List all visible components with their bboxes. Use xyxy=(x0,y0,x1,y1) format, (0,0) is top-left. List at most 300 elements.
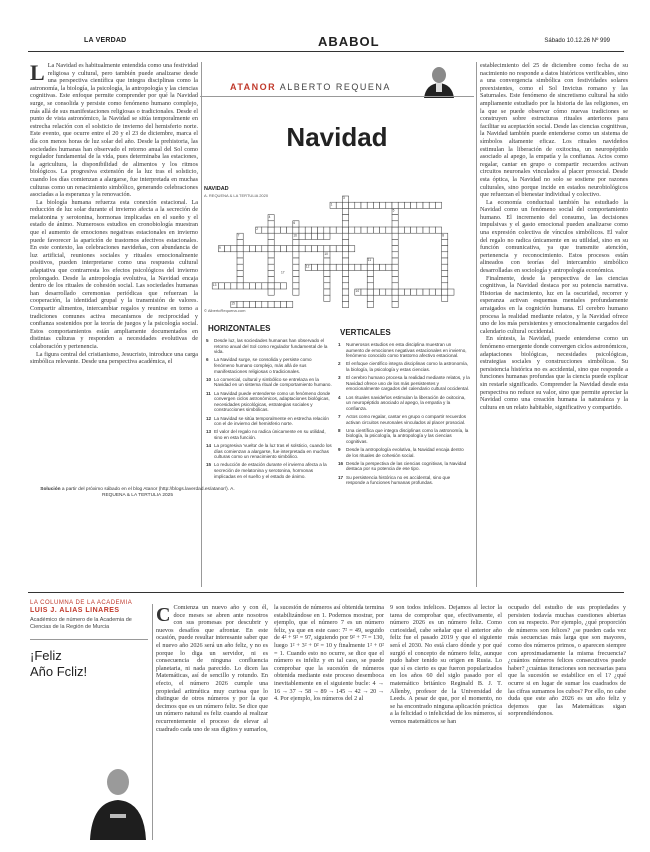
column-kicker: LA COLUMNA DE LA ACADEMIA xyxy=(30,600,133,606)
crossword-cell[interactable] xyxy=(442,295,448,301)
crossword-cell[interactable] xyxy=(225,283,231,289)
crossword-cell[interactable] xyxy=(429,289,435,295)
article-title: Navidad xyxy=(286,122,388,152)
crossword-cell[interactable] xyxy=(429,227,435,233)
crossword-cell[interactable] xyxy=(293,227,299,233)
crossword-cell[interactable] xyxy=(392,264,398,270)
crossword-cell[interactable] xyxy=(268,289,274,295)
crossword-cell[interactable] xyxy=(218,283,224,289)
crossword-cell[interactable] xyxy=(243,301,249,307)
crossword-cell[interactable] xyxy=(373,289,379,295)
vertical-clue-4 xyxy=(338,395,470,412)
crossword-grid[interactable] xyxy=(200,62,474,312)
crossword-cell[interactable] xyxy=(392,239,398,245)
crossword-cell[interactable] xyxy=(342,233,348,239)
left-paragraph-2: La biología humana refuerza esta conexión estacional. La reducción de luz solar durante el invierno afecta a la secreción de melatonina y serotonina, hormonas implicadas en el sueño y el estado de ánimo. Numerosos estudios en cronobiología muestran que el aumento de emociones negativas estacionales en invierno puede favorecer la aparición de trastornos afectivos estacionales. En este contexto, las celebraciones navideñas, con abundancia de luz artificial, reuniones sociales y rituales emocionalmente positivos, pueden interpretarse como una respuesta cultural adaptativa que contrarresta los efectos psicológicos del invierno prolongado. Desde la antropología evolutiva, la Navidad encaja dentro de los rituales de cohesión social. Las sociedades humanas han desarrollado ceremonias periódicas que refuerzan la cooperación, la identidad grupal y la transmisión de valores. Compartir alimentos, intercambiar regalos y reunirse en torno a tradiciones comunes activa mecanismos de reciprocidad y confianza sostenidos por la teoría de juegos y la psicología social. Estos comportamientos están ampliamente documentados en distintas culturas y responden a necesidades evolutivas de colaboración y pertenencia. xyxy=(30,198,198,350)
crossword-cell[interactable] xyxy=(280,301,286,307)
cell-number: 13 xyxy=(212,283,217,287)
crossword-cell[interactable] xyxy=(249,301,255,307)
crossword-cell[interactable] xyxy=(442,270,448,276)
article-right-column xyxy=(480,62,628,587)
vertical-clue-8 xyxy=(338,428,470,445)
horizontal-clue-11 xyxy=(206,391,332,413)
crossword-cell[interactable] xyxy=(435,227,441,233)
crossword-cell[interactable] xyxy=(311,246,317,252)
solution-note xyxy=(30,487,245,499)
crossword-cell[interactable] xyxy=(324,277,330,283)
crossword-cell[interactable] xyxy=(367,227,373,233)
crossword-cell[interactable] xyxy=(392,283,398,289)
crossword-cell[interactable] xyxy=(442,277,448,283)
crossword-cell[interactable] xyxy=(442,283,448,289)
crossword-cell[interactable] xyxy=(305,246,311,252)
horizontales-heading: HORIZONTALES xyxy=(208,324,271,333)
crossword-cell[interactable] xyxy=(361,227,367,233)
crossword-cell[interactable] xyxy=(293,264,299,270)
crossword-cell[interactable] xyxy=(268,252,274,258)
crossword-cell[interactable] xyxy=(324,283,330,289)
academy-column-sidebar xyxy=(30,600,148,840)
cell-number: 8 xyxy=(442,233,444,238)
crossword-cell[interactable] xyxy=(318,233,324,239)
crossword-cell[interactable] xyxy=(324,258,330,264)
crossword-cell[interactable] xyxy=(336,264,342,270)
cell-number: 1 xyxy=(330,202,333,207)
clue-text: La progresiva 'vuelta' de la luz tras el solsticio, cuando los días comienzan a alargarse, fue interpretada en muchas culturas como un renacimiento simbólico. xyxy=(214,443,332,460)
crossword-cell[interactable] xyxy=(299,233,305,239)
bottom-column-1 xyxy=(156,604,268,840)
horizontal-clue-5 xyxy=(206,338,332,355)
left-paragraph-1: La Navidad es habitualmente entendida como una festividad religiosa y cultural, pero también puede analizarse desde una perspectiva científica que integra disciplinas como la astronomía, la biología, la psicología, la antropología y las ciencias cognitivas. Este enfoque permite comprender por qué la Navidad surge, se consolida y persiste como fenómeno humano complejo, más allá de sus manifestaciones religiosas o tradicionales. Desde el punto de vista astronómico, la Navidad se sitúa temporalmente en estrecha relación con el solsticio de invierno del hemisferio norte. Este evento, que ocurre entre el 20 y el 23 de diciembre, marca el día con menos horas de luz solar del año. Desde la prehistoria, las sociedades humanas han observado el retorno anual del Sol como regulador fundamental de la vida, pues determinaba las estaciones, la agricultura, la disponibilidad de alimentos y los ritmos biológicos. La progresiva extensión de la luz tras el solsticio, cuando los días comienzan a alargarse, fue interpretada en muchas culturas como un renacimiento simbólico, generando celebraciones asociadas a la esperanza y la renovación. xyxy=(30,62,198,199)
sidebar-rule xyxy=(30,639,148,640)
crossword-cell[interactable] xyxy=(342,264,348,270)
crossword-cell[interactable] xyxy=(311,227,317,233)
crossword-cell[interactable] xyxy=(287,301,293,307)
clue-text: Lo comercial, cultural y simbólico se entrelaza en la Navidad en un sistema ritual de comportamiento humano. xyxy=(214,376,332,388)
clue-number: 13 xyxy=(206,429,212,435)
crossword-cell[interactable] xyxy=(380,202,386,208)
crossword-cell[interactable] xyxy=(342,283,348,289)
crossword-cell[interactable] xyxy=(274,283,280,289)
cell-number: 2 xyxy=(256,227,258,232)
crossword-cell[interactable] xyxy=(237,246,243,252)
left-paragraph-3: La figura central del cristianismo, Jesucristo, introduce una carga simbólica relevante. Desde una perspectiva académica, el xyxy=(30,350,198,366)
cell-number: 4 xyxy=(268,214,271,219)
issue-date: Sábado 10.12.26 Nº 999 xyxy=(544,38,610,44)
crossword-cell[interactable] xyxy=(392,258,398,264)
clue-text: Desde la perspectiva de las ciencias cognitivas, la Navidad destaca por su potencia de ese tipo. xyxy=(346,460,467,472)
crossword-cell[interactable] xyxy=(268,264,274,270)
crossword-cell[interactable] xyxy=(268,227,274,233)
crossword-cell[interactable] xyxy=(293,252,299,258)
crossword-cell[interactable] xyxy=(392,202,398,208)
crossword-cell[interactable] xyxy=(237,301,243,307)
crossword-cell[interactable] xyxy=(429,202,435,208)
crossword-cell[interactable] xyxy=(262,283,268,289)
crossword-cell[interactable] xyxy=(361,264,367,270)
horizontal-clue-10 xyxy=(206,377,332,388)
crossword-cell[interactable] xyxy=(243,246,249,252)
crossword-cell[interactable] xyxy=(274,246,280,252)
crossword-cell[interactable] xyxy=(411,227,417,233)
section-divider xyxy=(28,592,624,593)
crossword-cell[interactable] xyxy=(225,246,231,252)
crossword-cell[interactable] xyxy=(367,202,373,208)
crossword-cell[interactable] xyxy=(411,202,417,208)
crossword-cell[interactable] xyxy=(367,283,373,289)
clue-number: 6 xyxy=(206,357,209,363)
crossword-cell[interactable] xyxy=(423,202,429,208)
crossword-cell[interactable] xyxy=(361,202,367,208)
crossword-cell[interactable] xyxy=(342,270,348,276)
vertical-clue-17 xyxy=(338,475,470,486)
crossword-cell[interactable] xyxy=(342,227,348,233)
cell-number: 3 xyxy=(343,196,345,201)
crossword-cell[interactable] xyxy=(231,246,237,252)
drop-cap: C xyxy=(156,604,171,626)
clue-text: Los rituales navideños estimulan la liberación de oxitocina, un neuropéptido asociado al apego, la empatía y la confianza. xyxy=(346,394,466,411)
crossword-cell[interactable] xyxy=(280,283,286,289)
clue-number: 14 xyxy=(206,443,212,449)
crossword-cell[interactable] xyxy=(293,239,299,245)
solution-label: Solución xyxy=(40,487,61,492)
cell-number: 15 xyxy=(231,301,235,306)
crossword-cell[interactable] xyxy=(417,227,423,233)
crossword-cell[interactable] xyxy=(398,227,404,233)
crossword-cell[interactable] xyxy=(268,270,274,276)
clue-number: 3 xyxy=(338,375,341,381)
crossword-cell[interactable] xyxy=(342,277,348,283)
crossword-cell[interactable] xyxy=(386,264,392,270)
right-paragraph-3: Finalmente, desde la perspectiva de las ciencias cognitivas, la Navidad destaca por su potencia narrativa. Historias de nacimiento, luz en la oscuridad, recorrer y esperanza activan esquemas mentales profundamente arraigados en la cognición humana. El cerebro humano procesa la realidad mediante relatos, y la Navidad ofrece uno de los más persistentes y emocionalmente cargados del calendario cultural occidental. xyxy=(480,274,628,335)
crossword-cell[interactable] xyxy=(386,202,392,208)
clue-number: 1 xyxy=(338,342,341,347)
crossword-cell[interactable] xyxy=(392,301,398,307)
crossword-cell[interactable] xyxy=(380,289,386,295)
crossword-cell[interactable] xyxy=(324,289,330,295)
column-author: LUIS J. ALIAS LINARES xyxy=(30,607,120,614)
crossword-cell[interactable] xyxy=(237,264,243,270)
crossword-cell[interactable] xyxy=(442,264,448,270)
crossword-cell[interactable] xyxy=(268,283,274,289)
crossword-cell[interactable] xyxy=(262,227,268,233)
crossword-cell[interactable] xyxy=(324,246,330,252)
crossword-cell[interactable] xyxy=(442,252,448,258)
crossword-cell[interactable] xyxy=(367,289,373,295)
crossword-cell[interactable] xyxy=(293,258,299,264)
crossword-cell[interactable] xyxy=(262,301,268,307)
crossword-cell[interactable] xyxy=(435,202,441,208)
horizontal-clue-6 xyxy=(206,357,332,374)
crossword-cell[interactable] xyxy=(392,227,398,233)
crossword-cell[interactable] xyxy=(392,277,398,283)
clue-number: 9 xyxy=(338,447,341,453)
right-paragraph-4: En síntesis, la Navidad, puede entenderse como un fenómeno emergente donde convergen ciclos astronómicos, adaptaciones biológicas, necesidades psicológicas, estrategias sociales y construcciones simbólicas. Su persistencia histórica no es accidental, sino que responde a funciones humanas profundas que la ciencia puede explicar sin restarle significado. Comprender la Navidad desde esta perspectiva no reduce su valor, sino que permite apreciar la Navidad como una creación humana la naturaleza y la cultura en un relato habitable, significativo y compartido. xyxy=(480,335,628,411)
clue-number: 16 xyxy=(338,460,344,466)
crossword-cell[interactable] xyxy=(324,270,330,276)
crossword-cell[interactable] xyxy=(324,295,330,301)
bottom-column-4: ocupado del estudio de sus propiedades y persisten todavía muchas cuestiones abiertas con su respecto. Por ejemplo, ¿qué proporción de números son felices? ¿se pueden cada vez más secuencias más larga que son mayores, como dos números primos, o aparecen siempre con aproximadamente la misma frecuencia? ¿cuántos números felices consecutivos puede haber? ¿cuántas iteraciones son necesarias para que la sucesión se estabilice en el 1? ¿qué ocurre si en lugar de sumar los cuadrados de las cifras sumamos los cubos? Por ello, no cabe duda que este año 2026 es un año feliz y dejemos que las Matemáticas sigan sorprendiéndonos. xyxy=(508,604,626,718)
bottom-column-2: la sucesión de números así obtenida termina estabilizándose en 1. Podemos mostrar, por ejemplo, que el número 7 es un número feliz, ya que en este caso: 7² = 49, seguido de 4² + 9² = 97, siguiendo por 9² + 7² = 130, luego 1² + 3² + 0² = 10 y finalmente 1² + 0² = 1. Cuando esto no ocurre, se dice que el número es infeliz y en tal caso, se puede comprobar que la sucesión de números obtenida mediante este proceso desemboca inevitablemente en el siguiente bucle: 4 → 16 → 37 → 58 → 89 → 145 → 42 → 20 → 4. Por ejemplo, los números del 2 al xyxy=(274,604,384,703)
crossword-cell[interactable] xyxy=(237,258,243,264)
crossword-cell[interactable] xyxy=(404,289,410,295)
crossword-cell[interactable] xyxy=(274,301,280,307)
crossword-cell[interactable] xyxy=(355,264,361,270)
crossword-cell[interactable] xyxy=(256,283,262,289)
crossword-cell[interactable] xyxy=(262,246,268,252)
crossword-cell[interactable] xyxy=(367,277,373,283)
crossword-cell[interactable] xyxy=(423,227,429,233)
crossword-cell[interactable] xyxy=(423,289,429,295)
crossword-cell[interactable] xyxy=(330,227,336,233)
crossword-cell[interactable] xyxy=(398,202,404,208)
crossword-cell[interactable] xyxy=(268,258,274,264)
crossword-cell[interactable] xyxy=(342,295,348,301)
crossword-cell[interactable] xyxy=(287,227,293,233)
crossword-cell[interactable] xyxy=(293,277,299,283)
crossword-cell[interactable] xyxy=(318,227,324,233)
horizontal-clue-12 xyxy=(206,416,332,427)
crossword-cell[interactable] xyxy=(404,202,410,208)
crossword-cell[interactable] xyxy=(243,283,249,289)
clue-text: La Navidad puede entenderse como un fenómeno donde convergen ciclos astronómicos, adaptaciones biológicas, necesidades psicológicas, estrategias sociales y construcciones simbólicas. xyxy=(214,390,331,413)
crossword-cell[interactable] xyxy=(435,289,441,295)
clue-text: El valor del regalo no radica únicamente en su utilidad, sino en esta función. xyxy=(214,429,326,440)
cell-number: 9 xyxy=(219,245,221,250)
crossword-cell[interactable] xyxy=(311,264,317,270)
clue-text: Numerosos estudios en esta disciplina muestran un aumento de emociones negativas estacionales en invierno, fenómeno conocido como trastorno afectivo estacional. xyxy=(346,342,467,359)
byline-section: ATANOR xyxy=(230,82,277,92)
cell-number: 5 xyxy=(392,208,395,213)
crossword-cell[interactable] xyxy=(392,270,398,276)
clue-text: Desde la antropología evolutiva, la Navidad encaja dentro de los rituales de cohesión social. xyxy=(346,447,464,458)
section-title: ABABOL xyxy=(318,34,380,49)
crossword-cell[interactable] xyxy=(448,289,454,295)
crossword-cell[interactable] xyxy=(330,246,336,252)
cell-number: 6 xyxy=(293,221,296,225)
crossword-cell[interactable] xyxy=(417,289,423,295)
crossword-cell[interactable] xyxy=(349,246,355,252)
crossword-cell[interactable] xyxy=(268,233,274,239)
crossword-cell[interactable] xyxy=(237,283,243,289)
column-title-line-1: ¡Feliz xyxy=(30,647,62,663)
clue-number: 2 xyxy=(338,361,341,367)
clue-number: 4 xyxy=(338,394,341,400)
clue-text: La Navidad surge, se consolida y persiste como fenómeno humano complejo, más allá de sus manifestaciones religiosas o tradicionales. xyxy=(214,357,312,374)
crossword-cell[interactable] xyxy=(373,202,379,208)
crossword-cell[interactable] xyxy=(392,252,398,258)
vertical-clue-3 xyxy=(338,375,470,392)
clue-number: 5 xyxy=(206,338,209,343)
crossword-cell[interactable] xyxy=(342,215,348,221)
cell-number: 14 xyxy=(355,289,359,294)
clue-number: 11 xyxy=(206,390,211,396)
crossword-cell[interactable] xyxy=(305,227,311,233)
bottom-paragraph-1: Comienza un nuevo año y con él, doce meses se abren ante nosotros con sus promesas por descubrir y nuevos desafíos que afrontar. En este ocasión, puede resultar interesante saber que el nuevo año 2026 será un año feliz, y no es porque lo diga un servidor, ni es consecuencia de ninguna confluencia planetaria, ni nada parecido. Lo dicen las Matemáticas, así de sencillo y rotundo. En efecto, el número 2026 cumple una propiedad aritmética muy curiosa que lo distingue de otros números y por la que decimos que es un número feliz. Se dice que un número natural es feliz cuando al realizar recurrentemente el proceso de elevar al cuadrado cada uno de sus dígitos y sumarlos, xyxy=(156,604,268,733)
crossword-cell[interactable] xyxy=(342,208,348,214)
clue-text: La Navidad se sitúa temporalmente en estrecha relación con el de invierno del hemisferio norte. xyxy=(214,415,329,427)
crossword-cell[interactable] xyxy=(256,301,262,307)
crossword-cell[interactable] xyxy=(398,289,404,295)
cell-number: 7 xyxy=(237,233,240,238)
crossword-cell[interactable] xyxy=(349,202,355,208)
clue-number: 8 xyxy=(338,427,341,433)
crossword-cell[interactable] xyxy=(268,301,274,307)
crossword-cell[interactable] xyxy=(417,202,423,208)
clue-number: 12 xyxy=(206,415,212,421)
crossword-cell[interactable] xyxy=(249,283,255,289)
crossword-cell[interactable] xyxy=(330,264,336,270)
horizontales-list xyxy=(206,338,332,482)
crossword-cell[interactable] xyxy=(293,283,299,289)
page-header xyxy=(28,34,624,52)
crossword-cell[interactable] xyxy=(237,270,243,276)
clue-text: El cerebro humano procesa la realidad mediante relatos, y la Navidad ofrece uno de los más persistentes y emocionalmente cargados del calendario cultural occidental. xyxy=(346,375,470,392)
crossword-cell[interactable] xyxy=(293,289,299,295)
horizontal-clue-15 xyxy=(206,462,332,479)
crossword-cell[interactable] xyxy=(442,289,448,295)
crossword-cell[interactable] xyxy=(367,301,373,307)
clue-number: 17 xyxy=(338,474,344,480)
cell-number: 11 xyxy=(367,258,372,263)
crossword-cell[interactable] xyxy=(280,227,286,233)
crossword-cell[interactable] xyxy=(367,295,373,301)
vertical-clue-16 xyxy=(338,461,470,472)
crossword-cell[interactable] xyxy=(342,301,348,307)
crossword-cell[interactable] xyxy=(342,221,348,227)
crossword-cell[interactable] xyxy=(249,246,255,252)
crossword-cell[interactable] xyxy=(442,258,448,264)
puzzle-subtitle: A. REQUENA & LA TERTULIA 2020 xyxy=(204,193,269,198)
crossword-cell[interactable] xyxy=(336,202,342,208)
column-divider xyxy=(476,62,477,587)
crossword-cell[interactable] xyxy=(342,202,348,208)
crossword-cell[interactable] xyxy=(442,239,448,245)
clue-number: 10 xyxy=(206,376,212,382)
crossword-cell[interactable] xyxy=(386,289,392,295)
clue-text: Desde luz, las sociedades humanas han observado el retorno anual del Sol como regulador fundamental de la vida. xyxy=(214,338,328,355)
horizontal-clue-14 xyxy=(206,443,332,460)
crossword-cell[interactable] xyxy=(392,246,398,252)
author-bio: Académico de número de la Academia de Ciencias de la Región de Murcia xyxy=(30,617,132,630)
crossword-cell[interactable] xyxy=(392,221,398,227)
crossword-cell[interactable] xyxy=(349,264,355,270)
crossword-cell[interactable] xyxy=(386,227,392,233)
crossword-cell[interactable] xyxy=(380,264,386,270)
crossword-cell[interactable] xyxy=(274,227,280,233)
cell-number: 10 xyxy=(324,252,328,256)
cell-number: 16 xyxy=(293,233,297,238)
clue-text: Actos como regalar, cantar en grupo o compartir recuerdos activan circuitos neuronales vinculados al placer prosocial. xyxy=(346,413,467,425)
newspaper-name: LA VERDAD xyxy=(84,37,127,44)
puzzle-credit: © AlbertoRequena.com xyxy=(204,308,246,313)
crossword-cell[interactable] xyxy=(237,252,243,258)
clue-text: Lo reducción de estación durante el invierno afecta a la secreción de melatonina y serotonina, hormonas implicadas en el sueño y el estado de ánimo. xyxy=(214,462,327,479)
crossword-cell[interactable] xyxy=(349,227,355,233)
crossword-cell[interactable] xyxy=(380,227,386,233)
vertical-clue-1 xyxy=(338,342,470,359)
clue-text: El enfoque científico integra disciplinas como la astronomía, la biología, la psicología y estas ciencias. xyxy=(346,361,469,372)
crossword-cell[interactable] xyxy=(305,233,311,239)
verticales-heading: VERTICALES xyxy=(340,328,391,337)
crossword-section xyxy=(200,62,474,582)
crossword-cell[interactable] xyxy=(280,246,286,252)
column-divider xyxy=(152,604,153,840)
crossword-cell[interactable] xyxy=(342,289,348,295)
crossword-cell[interactable] xyxy=(342,258,348,264)
crossword-cell[interactable] xyxy=(373,264,379,270)
crossword-cell[interactable] xyxy=(268,246,274,252)
crossword-cell[interactable] xyxy=(287,246,293,252)
crossword-cell[interactable] xyxy=(392,295,398,301)
crossword-cell[interactable] xyxy=(342,246,348,252)
crossword-cell[interactable] xyxy=(411,289,417,295)
right-paragraph-2: La economía conductual también ha estudiado la Navidad como un fenómeno social del comportamiento humano. El incremento del consumo, las decisiones impulsivas y el gasto emocional pueden analizarse como una expresión colectiva de vínculos simbólicos. El valor del regalo no radica únicamente en su utilidad, sino en su función comunicativa, ya que transmite atención, pertenencia y reconocimiento. Estos procesos están alineados con teorías del intercambio simbólico desarrolladas en sociología y antropología económica. xyxy=(480,198,628,275)
crossword-cell[interactable] xyxy=(293,246,299,252)
crossword-cell[interactable] xyxy=(299,246,305,252)
crossword-cell[interactable] xyxy=(268,277,274,283)
solution-text: a partir del próximo sábado en el blog Atanor (http://blogs.laverdad.es/atanor/). A. REQUENA & LA TERTULIA 2025 xyxy=(61,487,235,498)
crossword-cell[interactable] xyxy=(256,246,262,252)
right-paragraph-1: establecimiento del 25 de diciembre como fecha de su nacimiento no responde a datos históricos verificables, sino a una convergencia simbólica con festividades solares preexistentes, como el Sol Invictus romano y las Saturnales. Este fenómeno de sincretismo cultural ha sido ampliamente estudiado por la historia de las religiones, en la que se puede observar cómo nuevas tradiciones se construyen sobre estructuras rituales anteriores para facilitar su aceptación social. Desde las ciencias cognitivas, la Navidad también puede entenderse como un sistema de símbolos altamente eficaz. Los rituales navideños estimulan la liberación de oxitocina, un neuropéptido asociado al apego, la empatía y la confianza. Actos como regalar, cantar en grupo o compartir recuerdos activan circuitos neuronales vinculados al placer prosocial. Desde esta óptica, la Navidad no solo se sostiene por razones culturales, sino porque incide en estados neurobiológicos que refuerzan el bienestar individual y colectivo. xyxy=(480,62,628,199)
author-photo xyxy=(88,758,148,840)
crossword-cell[interactable] xyxy=(268,239,274,245)
clue-number: 7 xyxy=(338,413,341,419)
crossword-cell[interactable] xyxy=(404,227,410,233)
crossword-cell[interactable] xyxy=(293,270,299,276)
crossword-cell[interactable] xyxy=(324,227,330,233)
crossword-cell[interactable] xyxy=(324,264,330,270)
crossword-cell[interactable] xyxy=(336,227,342,233)
crossword-cell[interactable] xyxy=(367,264,373,270)
crossword-cell[interactable] xyxy=(318,246,324,252)
cell-number: 17 xyxy=(281,270,285,275)
crossword-cell[interactable] xyxy=(392,233,398,239)
crossword-cell[interactable] xyxy=(392,289,398,295)
puzzle-label: NAVIDAD xyxy=(204,186,229,192)
vertical-clue-9 xyxy=(338,447,470,458)
crossword-cell[interactable] xyxy=(268,221,274,227)
crossword-cell[interactable] xyxy=(231,283,237,289)
crossword-cell[interactable] xyxy=(336,246,342,252)
crossword-cell[interactable] xyxy=(367,270,373,276)
vertical-clue-2 xyxy=(338,361,470,372)
crossword-cell[interactable] xyxy=(324,233,330,239)
clue-number: 15 xyxy=(206,462,212,468)
crossword-cell[interactable] xyxy=(373,227,379,233)
crossword-cell[interactable] xyxy=(237,239,243,245)
bottom-column-3: 9 son todos infelices. Dejamos al lector la tarea de comprobar que, efectivamente, el número 2026 es un número feliz. Como curiosidad, cabe señalar que el anterior año feliz fue el pasado 2019 y que el siguiente será el 2030. No está claro dónde y por qué surgió el concepto de número feliz, aunque pudo haber tenido su origen en Rusia. Lo que sí es cierto es que fueron popularizados en los años 60 del siglo pasado por el matemático británico Reginald B. J. T. Allenby, profesor de la Universidad de Leeds. A pesar de que, por el momento, no se ha encontrado ninguna aplicación práctica a la felicidad o infelicidad de los números, sí vemos matemáticos se han xyxy=(390,604,502,725)
crossword-cell[interactable] xyxy=(311,233,317,239)
crossword-cell[interactable] xyxy=(299,227,305,233)
cell-number: 12 xyxy=(305,264,310,269)
crossword-cell[interactable] xyxy=(361,289,367,295)
crossword-cell[interactable] xyxy=(342,252,348,258)
vertical-clue-7 xyxy=(338,414,470,425)
crossword-cell[interactable] xyxy=(318,264,324,270)
horizontal-clue-13 xyxy=(206,429,332,440)
crossword-cell[interactable] xyxy=(355,202,361,208)
crossword-cell[interactable] xyxy=(355,227,361,233)
byline-author: ALBERTO REQUENA xyxy=(279,82,391,92)
crossword-cell[interactable] xyxy=(392,215,398,221)
drop-cap: L xyxy=(30,62,45,85)
clue-text: Su persistencia histórica no es accidental, sino que responde a funciones humanas profundas. xyxy=(346,474,451,486)
crossword-cell[interactable] xyxy=(237,277,243,283)
crossword-cell[interactable] xyxy=(342,239,348,245)
crossword-cell[interactable] xyxy=(442,246,448,252)
clue-text: Una científica que integra disciplinas como la astronomía, la biología, la psicología, la antropología y las ciencias cognitivas. xyxy=(346,427,469,444)
